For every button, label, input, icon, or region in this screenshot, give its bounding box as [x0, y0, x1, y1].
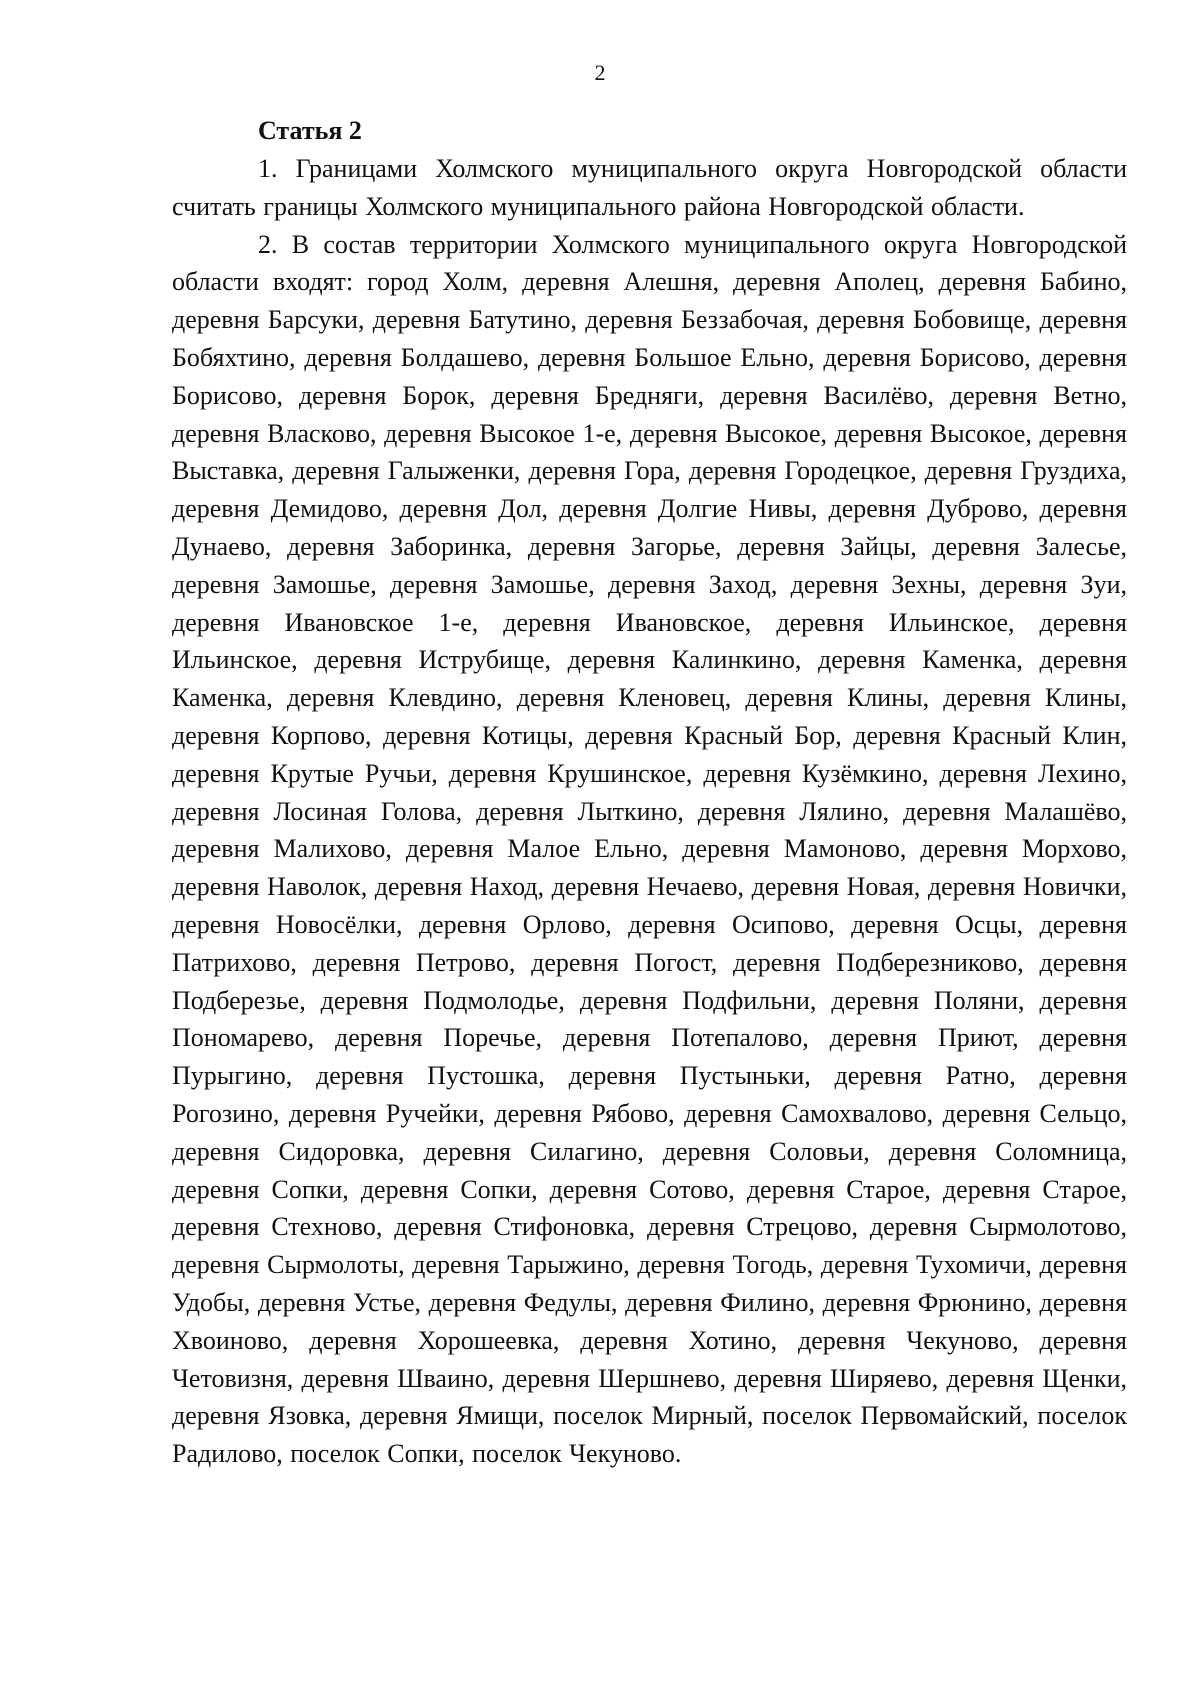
article-heading: Статья 2: [258, 116, 362, 145]
document-body: [172, 112, 1127, 1473]
page-number: 2: [594, 60, 606, 85]
paragraph-boundaries: 1. Границами Холмского муниципального округа Новгородской области считать границы Холмского муниципального района Новгородской области.: [172, 154, 1127, 221]
paragraph-territory-settlements: 2. В состав территории Холмского муниципального округа Новгородской области входят: город Холм, деревня Алешня, деревня Аполец, деревня Бабино, деревня Барсуки, деревня Батутино, деревня Беззабочая, деревня Бобовище, деревня Бобяхтино, деревня Болдашево, деревня Большое Ельно, деревня Борисово, деревня Борисово, деревня Борок, деревня Бредняги, деревня Василёво, деревня Ветно, деревня Власково, деревня Высокое 1-е, деревня Высокое, деревня Высокое, деревня Выставка, деревня Галыженки, деревня Гора, деревня Городецкое, деревня Груздиха, деревня Демидово, деревня Дол, деревня Долгие Нивы, деревня Дуброво, деревня Дунаево, деревня Заборинка, деревня Загорье, деревня Зайцы, деревня Залесье, деревня Замошье, деревня Замошье, деревня Заход, деревня Зехны, деревня Зуи, деревня Ивановское 1-е, деревня Ивановское, деревня Ильинское, деревня Ильинское, деревня Иструбище, деревня Калинкино, деревня Каменка, деревня Каменка, деревня Клевдино, деревня Кленовец, деревня Клины, деревня Клины, деревня Корпово, деревня Котицы, деревня Красный Бор, деревня Красный Клин, деревня Крутые Ручьи, деревня Крушинское, деревня Кузёмкино, деревня Лехино, деревня Лосиная Голова, деревня Лыткино, деревня Лялино, деревня Малашёво, деревня Малихово, деревня Малое Ельно, деревня Мамоново, деревня Морхово, деревня Наволок, деревня Наход, деревня Нечаево, деревня Новая, деревня Новички, деревня Новосёлки, деревня Орлово, деревня Осипово, деревня Осцы, деревня Патрихово, деревня Петрово, деревня Погост, деревня Подберезниково, деревня Подберезье, деревня Подмолодье, деревня Подфильни, деревня Поляни, деревня Пономарево, деревня Поречье, деревня Потепалово, деревня Приют, деревня Пурыгино, деревня Пустошка, деревня Пустыньки, деревня Ратно, деревня Рогозино, деревня Ручейки, деревня Рябово, деревня Самохвалово, деревня Сельцо, деревня Сидоровка, деревня Силагино, деревня Соловьи, деревня Соломница, деревня Сопки, деревня Сопки, деревня Сотово, деревня Старое, деревня Старое, деревня Стехново, деревня Стифоновка, деревня Стрецово, деревня Сырмолотово, деревня Сырмолоты, деревня Тарыжино, деревня Тогодь, деревня Тухомичи, деревня Удобы, деревня Устье, деревня Федулы, деревня Филино, деревня Фрюнино, деревня Хвоиново, деревня Хорошеевка, деревня Хотино, деревня Чекуново, деревня Четовизня, деревня Шваино, деревня Шершнево, деревня Ширяево, деревня Щенки, деревня Язовка, деревня Ямищи, поселок Мирный, поселок Первомайский, поселок Радилово, поселок Сопки, поселок Чекуново.: [172, 229, 1127, 1469]
